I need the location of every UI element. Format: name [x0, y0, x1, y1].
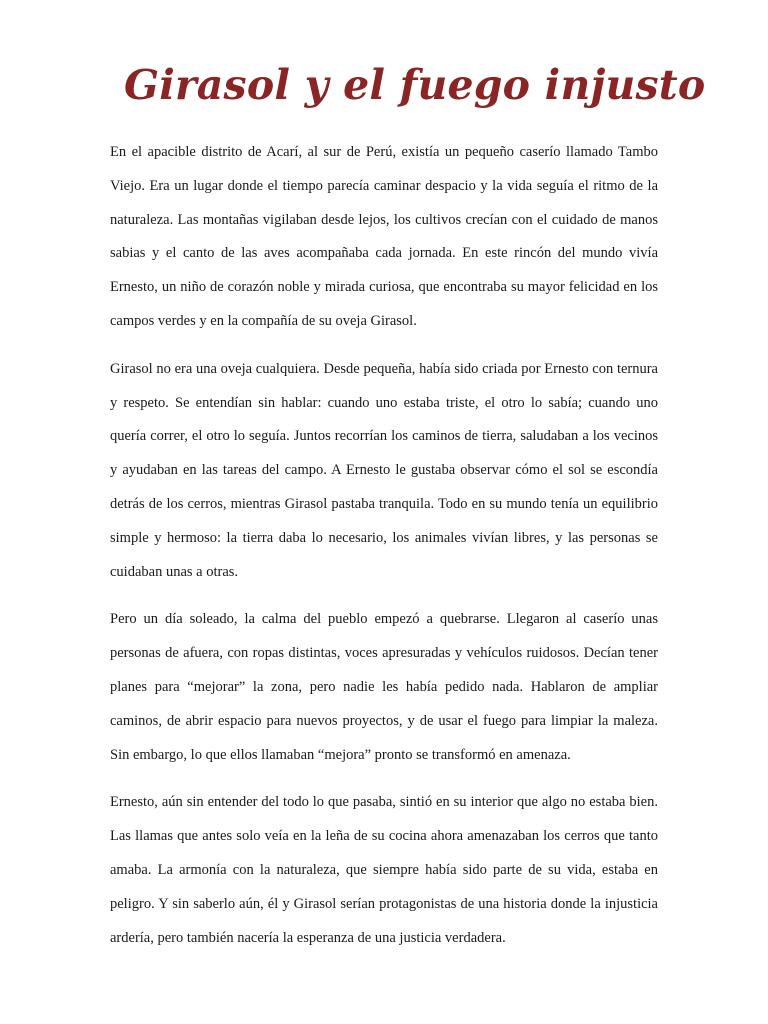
- paragraph-4: Ernesto, aún sin entender del todo lo que pasaba, sintió en su interior que algo no estaba bien. Las llamas que antes solo veía en la leña de su cocina ahora amenazaban los cerros que tanto amaba. La armonía con la naturaleza, que siempre había sido parte de su vida, estaba en peligro. Y sin saberlo aún, él y Girasol serían protagonistas de una historia donde la injusticia ardería, pero también nacería la esperanza de una justicia verdadera.: [110, 794, 658, 946]
- document-title: Girasol y el fuego injusto: [124, 61, 706, 109]
- paragraph-3: Pero un día soleado, la calma del pueblo empezó a quebrarse. Llegaron al caserío unas personas de afuera, con ropas distintas, voces apresuradas y vehículos ruidosos. Decían tener planes para “mejorar” la zona, pero nadie les había pedido nada. Hablaron de ampliar caminos, de abrir espacio para nuevos proyectos, y de usar el fuego para limpiar la maleza. Sin embargo, lo que ellos llamaban “mejora” pronto se transformó en amenaza.: [110, 611, 658, 763]
- paragraph-1: En el apacible distrito de Acarí, al sur de Perú, existía un pequeño caserío llamado Tambo Viejo. Era un lugar donde el tiempo parecía caminar despacio y la vida seguía el ritmo de la naturaleza. Las montañas vigilaban desde lejos, los cultivos crecían con el cuidado de manos sabias y el canto de las aves acompañaba cada jornada. En este rincón del mundo vivía Ernesto, un niño de corazón noble y mirada curiosa, que encontraba su mayor felicidad en los campos verdes y en la compañía de su oveja Girasol.: [110, 144, 658, 329]
- paragraph-2: Girasol no era una oveja cualquiera. Desde pequeña, había sido criada por Ernesto con ternura y respeto. Se entendían sin hablar: cuando uno estaba triste, el otro lo sabía; cuando uno quería correr, el otro lo seguía. Juntos recorrían los caminos de tierra, saludaban a los vecinos y ayudaban en las tareas del campo. A Ernesto le gustaba observar cómo el sol se escondía detrás de los cerros, mientras Girasol pastaba tranquila. Todo en su mundo tenía un equilibrio simple y hermoso: la tierra daba lo necesario, los animales vivían libres, y las personas se cuidaban unas a otras.: [110, 360, 658, 580]
